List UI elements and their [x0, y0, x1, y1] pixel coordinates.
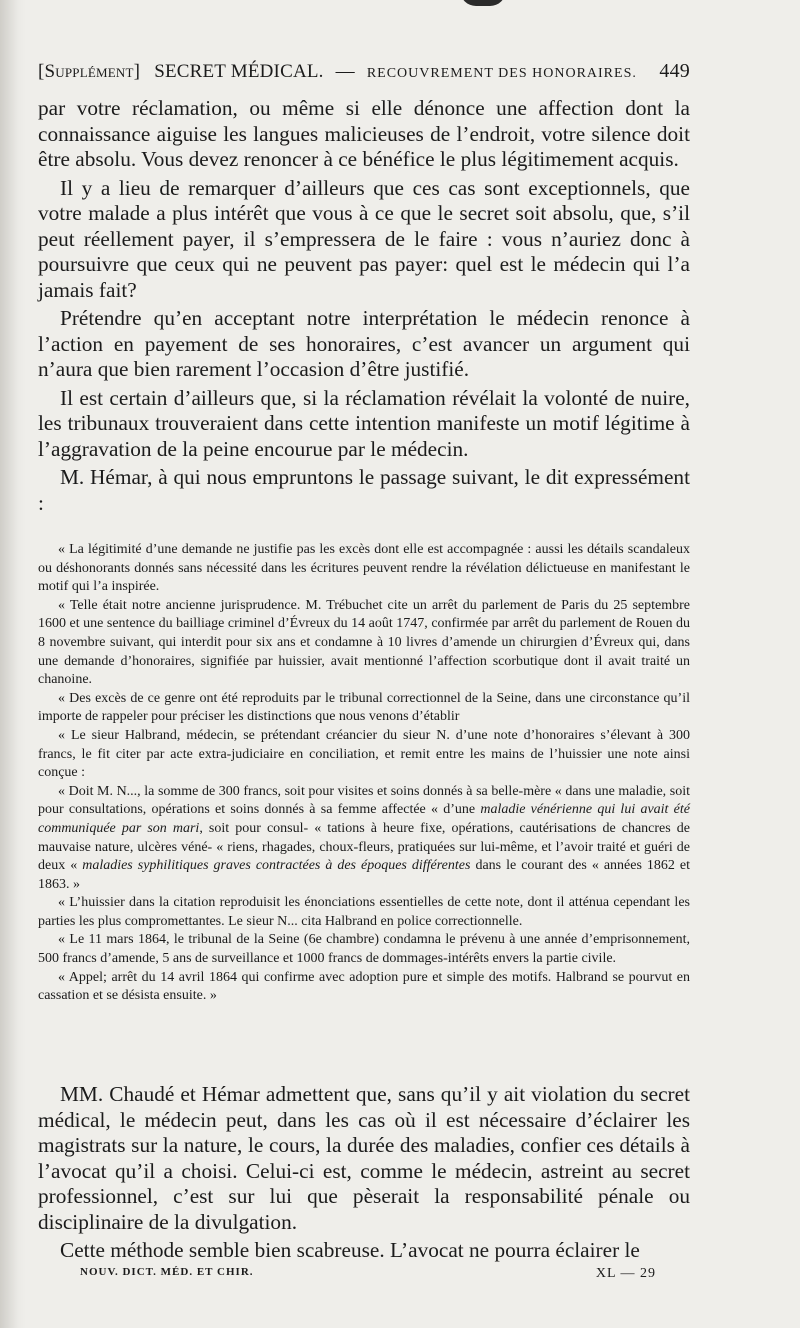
header-subtitle: RECOUVREMENT DES HONORAIRES.	[366, 66, 637, 81]
quote-paragraph: « Le sieur Halbrand, médecin, se prétendant créancier du sieur N. d’une note d’honoraires s’élevant à 300 francs, le fit citer par acte extra-judiciaire en conciliation, et remit entre les mains de l’huissier une note ainsi conçue :	[38, 727, 690, 781]
header-dash: —	[335, 61, 355, 82]
quote-paragraph: « Telle était notre ancienne jurisprudence. M. Trébuchet cite un arrêt du parlement de Paris du 25 septembre 1600 et une sentence du bailliage criminel d’Évreux du 14 août 1747, confirmée par arrêt du parlement de Rouen du 8 novembre suivant, qui interdit pour six ans et condamne à 10 livres d’amende un chirurgien d’Évreux qui, dans une demande d’honoraires, signifiée par huissier, avait mentionné l’affection scorbutique dont il avait traité un chanoine.	[38, 597, 690, 688]
paragraph: MM. Chaudé et Hémar admettent que, sans qu’il y ait violation du secret médical, le médecin peut, dans les cas où il est nécessaire d’éclairer les magistrats sur la nature, le cours, la durée des maladies, confier ces détails à l’avocat qu’il a choisi. Celui-ci est, comme le médecin, astreint au secret professionnel, c’est sur lui que pèserait la responsabilité pénale ou disciplinaire de la divulgation.	[38, 1082, 690, 1234]
block-quote	[38, 541, 690, 1006]
quote-text: , soit pour consul- « tations à heure fixe, opérations, cautérisations de chancres de mauvaise nature, ulcères véné- « riens, rhagades, choux-fleurs, pratiquées sur lui-même, et l’avoir traité et guéri de deux «	[38, 820, 690, 874]
paragraph: par votre réclamation, ou même si elle dénonce une affection dont la connaissance aiguise les langues malicieuses de l’endroit, votre silence doit être absolu. Vous devez renoncer à ce bénéfice le plus légitimement acquis.	[38, 96, 690, 171]
page-number: 449	[659, 60, 690, 82]
page-footer	[80, 1266, 656, 1282]
main-text-top	[38, 96, 690, 519]
quote-paragraph: « L’huissier dans la citation reproduisit les énonciations essentielles de cette note, dont il atténua cependant les parties les plus compromettantes. Le sieur N... cita Halbrand en police correctionnelle.	[38, 895, 690, 929]
header-section: [Supplément]	[38, 61, 141, 82]
running-header	[38, 60, 690, 83]
footer-book-title: NOUV. DICT. MÉD. ET CHIR.	[80, 1266, 254, 1278]
quote-text: « Doit M. N..., la somme de 300 francs, soit pour visites et soins donnés à sa belle-mère « dans une maladie, soit pour consultations, opérations et soins donnés à sa femme affectée « d’une	[38, 783, 690, 818]
footer-signature: XL — 29	[595, 1266, 656, 1281]
quote-paragraph: « La légitimité d’une demande ne justifie pas les excès dont elle est accompagnée : aussi les détails scandaleux ou déshonorants donnés sans nécessité dans les écritures peuvent rendre la révélation délictueuse en manifestant le motif qui l’a inspirée.	[38, 542, 690, 595]
quote-paragraph: « Appel; arrêt du 14 avril 1864 qui confirme avec adoption pure et simple des motifs. Halbrand se pourvut en cassation et se désista ensuite. »	[38, 969, 690, 1004]
page-binding-shadow	[0, 0, 26, 1328]
quote-italic-text: maladies syphilitiques graves contractées à des époques différentes	[82, 858, 471, 874]
paragraph: Il y a lieu de remarquer d’ailleurs que ces cas sont exceptionnels, que votre malade a plus intérêt que vous à ce que le secret soit absolu, que, s’il peut réellement payer, il s’empressera de le faire : vous n’auriez donc à poursuivre que ceux qui ne peuvent pas payer: quel est le médecin qui l’a jamais fait?	[38, 175, 690, 302]
quote-italic-text: maladie vénérienne qui lui avait été communiquée par son mari	[38, 802, 690, 836]
header-title: SECRET MÉDICAL.	[154, 61, 324, 82]
paragraph: Il est certain d’ailleurs que, si la réclamation révélait la volonté de nuire, les tribunaux trouveraient dans cette intention manifeste un motif légitime à l’aggravation de la peine encourue par le médecin.	[38, 385, 690, 461]
quote-paragraph: « Le 11 mars 1864, le tribunal de la Seine (6e chambre) condamna le prévenu à une année d’emprisonnement, 500 francs d’amende, 5 ans de surveillance et 1000 francs de dommages-intérêts envers la partie civile.	[38, 932, 690, 967]
quote-note-paragraph	[38, 783, 690, 895]
page-top-mark	[460, 0, 506, 6]
main-text-bottom	[38, 1082, 690, 1267]
quote-paragraph: « Des excès de ce genre ont été reproduits par le tribunal correctionnel de la Seine, dans une circonstance qu’il importe de rappeler pour préciser les distinctions que nous venons d’établir	[38, 690, 690, 725]
paragraph: Prétendre qu’en acceptant notre interprétation le médecin renonce à l’action en payement de ses honoraires, c’est avancer un argument qui n’aura que bien rarement l’occasion d’être justifié.	[38, 306, 690, 381]
quote-text: dans le courant des « années 1862 et 1863. »	[38, 858, 690, 892]
paragraph: Cette méthode semble bien scabreuse. L’avocat ne pourra éclairer le	[60, 1238, 640, 1262]
paragraph: M. Hémar, à qui nous empruntons le passage suivant, le dit expressément :	[38, 465, 690, 515]
